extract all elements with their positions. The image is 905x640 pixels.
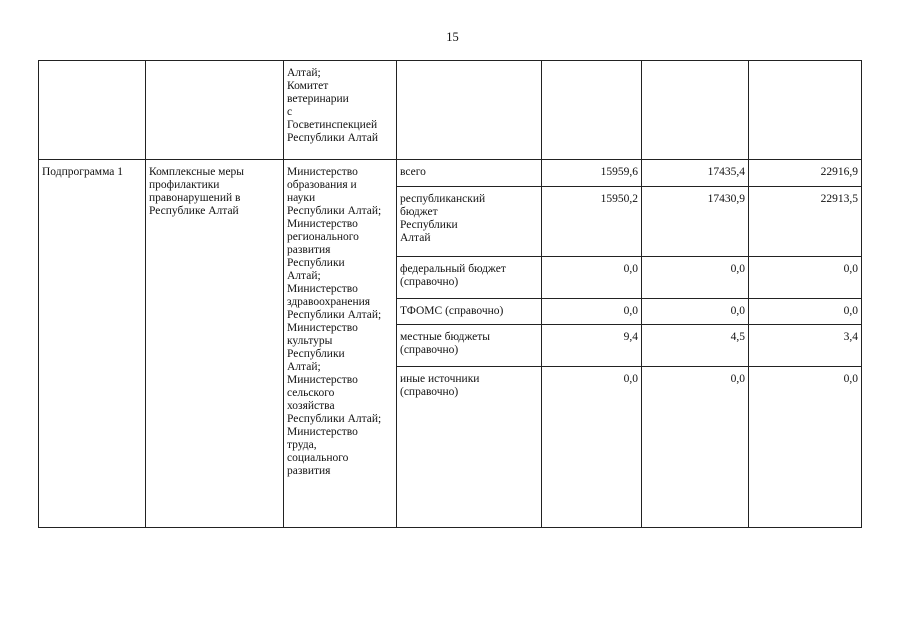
source-label-cell: [397, 325, 542, 367]
value-cell: 0,0: [642, 299, 749, 325]
value-cell: 0,0: [542, 257, 642, 299]
executor-line: ветеринарии: [287, 93, 349, 105]
empty-cell: [39, 61, 146, 160]
source-label-cell: [397, 187, 542, 257]
value-cell: 22916,9: [749, 160, 862, 187]
executor-line: культуры: [287, 335, 333, 347]
executor-line: Республики Алтай;: [287, 205, 382, 217]
executor-line: Алтай;: [287, 67, 321, 79]
source-label-line: (справочно): [400, 344, 459, 356]
value-cell: 0,0: [542, 367, 642, 528]
empty-cell: [749, 61, 862, 160]
source-label-line: местные бюджеты: [400, 331, 491, 343]
executor-line: Министерство: [287, 322, 358, 334]
subprogram-name-line: Республике Алтай: [149, 205, 239, 217]
source-label-line: республиканский: [400, 193, 486, 205]
executor-line: Комитет: [287, 80, 329, 92]
value-cell: 17430,9: [642, 187, 749, 257]
empty-cell: [397, 61, 542, 160]
executor-line: образования и: [287, 179, 357, 191]
executor-line: развития: [287, 244, 331, 256]
executor-line: социального: [287, 452, 349, 464]
executor-cell-continued: [284, 61, 397, 160]
value-cell: 15959,6: [542, 160, 642, 187]
executor-cell: [284, 160, 397, 528]
subprogram-name-line: профилактики: [149, 179, 220, 191]
empty-cell: [642, 61, 749, 160]
source-label-line: Республики: [400, 219, 458, 231]
subprogram-label: Подпрограмма 1: [42, 166, 124, 178]
executor-line: Республики Алтай;: [287, 413, 382, 425]
executor-line: Министерство: [287, 283, 358, 295]
subprogram-label-cell: [39, 160, 146, 528]
source-label-line: иные источники: [400, 373, 480, 385]
source-label-line: (справочно): [400, 276, 459, 288]
source-label-cell: [397, 257, 542, 299]
source-label-line: федеральный бюджет: [400, 263, 506, 275]
value-cell: 0,0: [749, 299, 862, 325]
executor-line: хозяйства: [287, 400, 335, 412]
source-label-line: ТФОМС (справочно): [400, 305, 504, 317]
executor-line: науки: [287, 192, 316, 204]
executor-line: Госветинспекцией: [287, 119, 378, 131]
value-cell: 9,4: [542, 325, 642, 367]
executor-line: регионального: [287, 231, 359, 243]
executor-line: труда,: [287, 439, 317, 451]
value-cell: 0,0: [542, 299, 642, 325]
source-row-total: [39, 160, 862, 187]
source-label-line: (справочно): [400, 386, 459, 398]
value-cell: 0,0: [642, 257, 749, 299]
executor-line: Республики Алтай;: [287, 309, 382, 321]
executor-line: Республики: [287, 257, 345, 269]
source-label-cell: [397, 299, 542, 325]
executor-line: Алтай;: [287, 270, 321, 282]
budget-table: [38, 60, 862, 528]
executor-line: здравоохранения: [287, 296, 371, 308]
executor-line: с: [287, 106, 293, 118]
value-cell: 3,4: [749, 325, 862, 367]
source-label-cell: [397, 367, 542, 528]
executor-line: Республики: [287, 348, 345, 360]
source-label-line: бюджет: [400, 206, 438, 218]
executor-line: Министерство: [287, 374, 358, 386]
page-number: 15: [446, 30, 459, 44]
executor-line: Министерство: [287, 166, 358, 178]
value-cell: 22913,5: [749, 187, 862, 257]
value-cell: 0,0: [749, 257, 862, 299]
source-label-line: всего: [400, 166, 426, 178]
value-cell: 4,5: [642, 325, 749, 367]
source-label-line: Алтай: [400, 232, 431, 244]
value-cell: 17435,4: [642, 160, 749, 187]
executor-line: Алтай;: [287, 361, 321, 373]
executor-line: Министерство: [287, 218, 358, 230]
empty-cell: [146, 61, 284, 160]
value-cell: 0,0: [749, 367, 862, 528]
value-cell: 15950,2: [542, 187, 642, 257]
executor-line: развития: [287, 465, 331, 477]
subprogram-name-line: Комплексные меры: [149, 166, 245, 178]
empty-cell: [542, 61, 642, 160]
source-label-cell: [397, 160, 542, 187]
value-cell: 0,0: [642, 367, 749, 528]
subprogram-name-line: правонарушений в: [149, 192, 241, 204]
continuation-row: [39, 61, 862, 160]
executor-line: сельского: [287, 387, 335, 399]
executor-line: Министерство: [287, 426, 358, 438]
subprogram-name-cell: [146, 160, 284, 528]
executor-line: Республики Алтай: [287, 132, 379, 144]
